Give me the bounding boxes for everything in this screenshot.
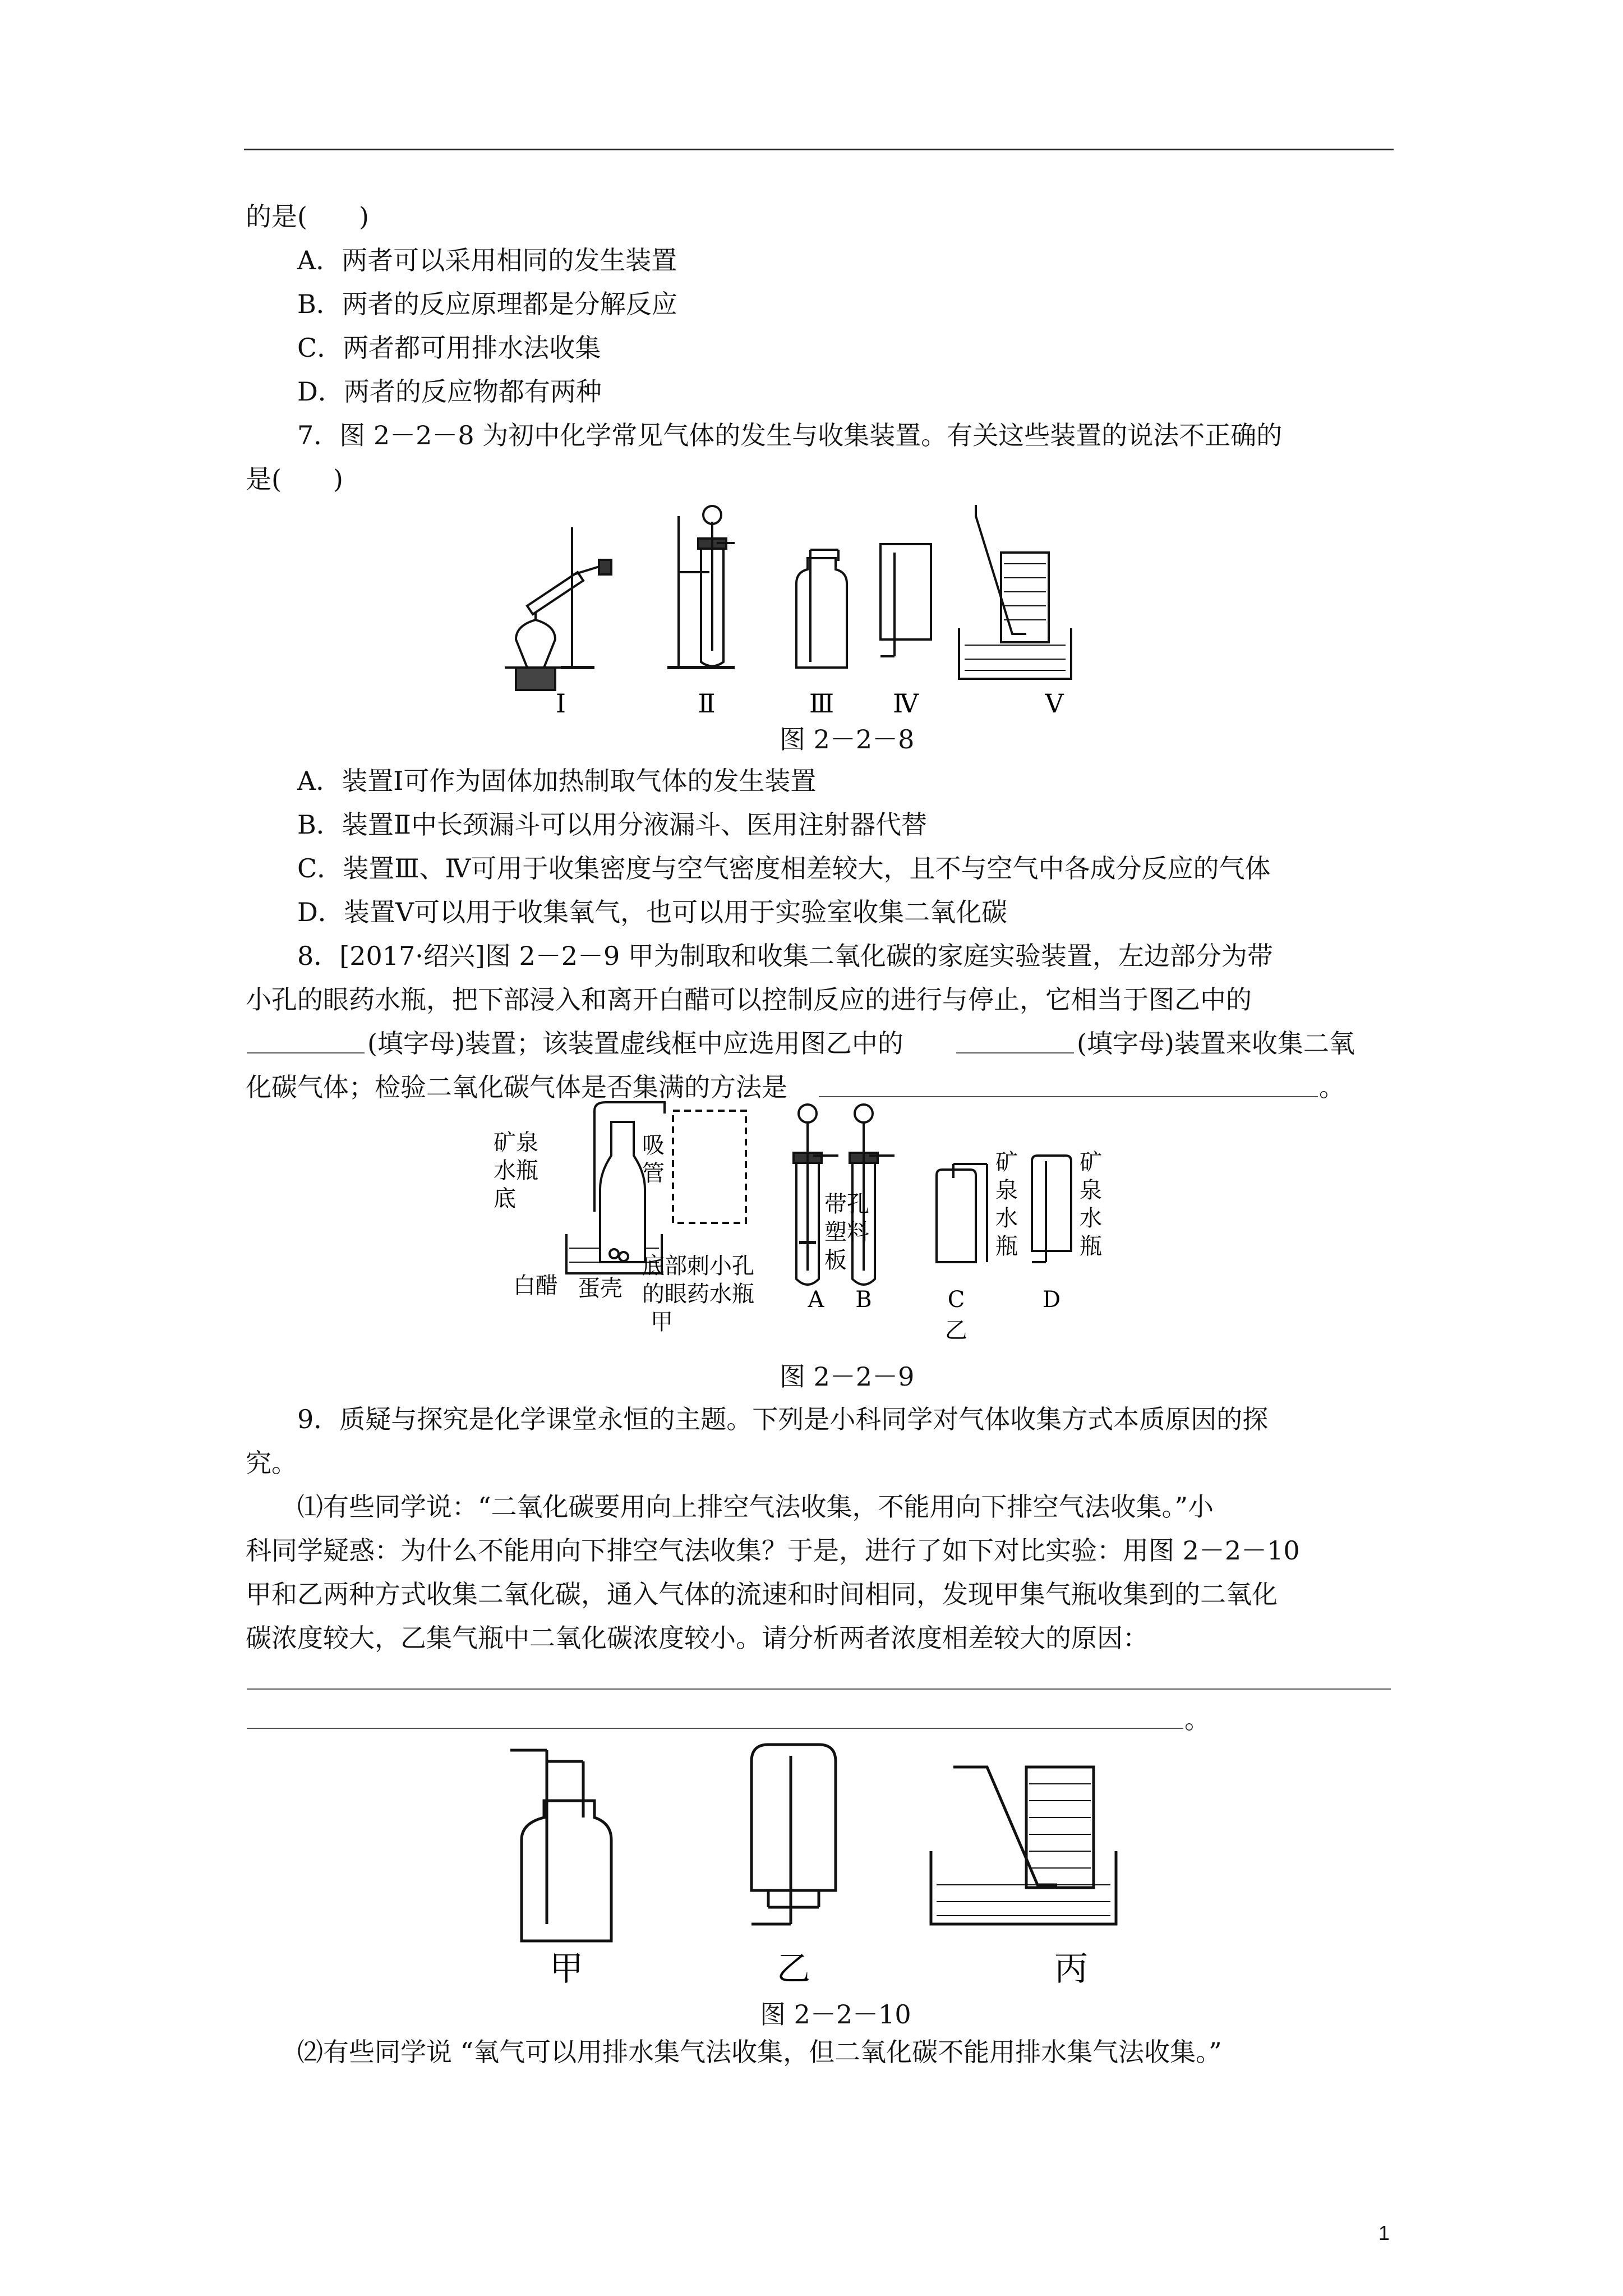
q9-stem-2: 究。 bbox=[246, 1448, 297, 1478]
fig229-label-c: C bbox=[947, 1287, 965, 1313]
fig229-jia-hole2: 的眼药水瓶 bbox=[642, 1281, 754, 1307]
q8-blank-2[interactable] bbox=[956, 1052, 1074, 1053]
q6-option-d: D．两者的反应物都有两种 bbox=[297, 376, 602, 407]
q7-option-a: A．装置Ⅰ可作为固体加热制取气体的发生装置 bbox=[297, 766, 817, 796]
fig229-yi-su: 塑料 bbox=[824, 1220, 869, 1245]
fig229-c-shui: 水 bbox=[995, 1205, 1018, 1231]
fig229-jia-shui: 水瓶 bbox=[494, 1158, 538, 1184]
q7-stem-end: 是( ) bbox=[246, 464, 343, 494]
fig229-jia-label: 甲 bbox=[651, 1309, 673, 1335]
fig2210-caption: 图 2－2－10 bbox=[760, 1999, 911, 2030]
fig229-c-kuang: 矿 bbox=[995, 1149, 1018, 1175]
fig229-jia-di: 底 bbox=[494, 1186, 516, 1212]
fig229-caption: 图 2－2－9 bbox=[780, 1361, 915, 1392]
fig229-yi-dai: 带孔 bbox=[824, 1191, 869, 1217]
figure-2-2-8 bbox=[494, 499, 1144, 724]
q8-stem-3a: (填字母)装置；该装置虚线框中应选用图乙中的 bbox=[367, 1028, 903, 1059]
q8-stem-4: 化碳气体；检验二氧化碳气体是否集满的方法是 bbox=[246, 1072, 787, 1102]
fig2210-label-yi: 乙 bbox=[777, 1949, 810, 1989]
q9-part1-1: ⑴有些同学说：“二氧化碳要用向上排空气法收集，不能用向下排空气法收集。”小 bbox=[297, 1492, 1214, 1522]
q9-part2: ⑵有些同学说 “氧气可以用排水集气法收集，但二氧化碳不能用排水集气法收集。” bbox=[297, 2037, 1222, 2067]
q6-stem-end: 的是( ) bbox=[246, 201, 369, 232]
fig229-label-d: D bbox=[1042, 1287, 1061, 1313]
q7-option-b: B．装置Ⅱ中长颈漏斗可以用分液漏斗、医用注射器代替 bbox=[297, 809, 928, 840]
q9-part1-3: 甲和乙两种方式收集二氧化碳，通入气体的流速和时间相同，发现甲集气瓶收集到的二氧化 bbox=[246, 1579, 1278, 1609]
fig229-c-ping: 瓶 bbox=[995, 1234, 1018, 1259]
q9-part1-4: 碳浓度较大，乙集气瓶中二氧化碳浓度较小。请分析两者浓度相差较大的原因： bbox=[246, 1623, 1149, 1653]
q6-option-c: C．两者都可用排水法收集 bbox=[297, 333, 601, 363]
q7-stem: 7．图 2－2－8 为初中化学常见气体的发生与收集装置。有关这些装置的说法不正确的 bbox=[297, 420, 1283, 450]
q7-option-d: D．装置Ⅴ可以用于收集氧气，也可以用于实验室收集二氧化碳 bbox=[297, 897, 1008, 927]
q9-answer-line-1[interactable] bbox=[247, 1688, 1391, 1690]
page-number: 1 bbox=[1378, 2221, 1390, 2244]
fig2210-label-jia: 甲 bbox=[550, 1949, 583, 1989]
q8-stem-4-end: 。 bbox=[1319, 1072, 1345, 1102]
q9-part1-end: 。 bbox=[1184, 1704, 1210, 1734]
fig229-jia-hole1: 底部刺小孔 bbox=[642, 1253, 754, 1279]
fig228-caption: 图 2－2－8 bbox=[780, 724, 915, 754]
fig229-d-quan: 泉 bbox=[1080, 1177, 1102, 1203]
header-rule bbox=[244, 149, 1394, 150]
fig229-label-a: A bbox=[808, 1287, 824, 1313]
q8-stem-2: 小孔的眼药水瓶，把下部浸入和离开白醋可以控制反应的进行与停止，它相当于图乙中的 bbox=[246, 984, 1252, 1015]
q7-option-c: C．装置Ⅲ、Ⅳ可用于收集密度与空气密度相差较大，且不与空气中各成分反应的气体 bbox=[297, 853, 1271, 884]
fig229-d-kuang: 矿 bbox=[1080, 1149, 1102, 1175]
q9-part1-2: 科同学疑惑：为什么不能用向下排空气法收集？于是，进行了如下对比实验：用图 2－2－10 bbox=[246, 1535, 1300, 1566]
fig229-jia-xi: 吸 bbox=[642, 1133, 665, 1158]
fig229-c-quan: 泉 bbox=[995, 1177, 1018, 1203]
q8-blank-1[interactable] bbox=[247, 1052, 365, 1053]
fig2210-label-bing: 丙 bbox=[1054, 1949, 1088, 1989]
fig228-label-5: Ⅴ bbox=[1045, 688, 1064, 719]
figure-2-2-9 bbox=[494, 1099, 1223, 1352]
fig229-jia-guan: 管 bbox=[642, 1161, 665, 1186]
fig229-label-b: B bbox=[855, 1287, 872, 1313]
q6-option-a: A．两者可以采用相同的发生装置 bbox=[297, 245, 677, 275]
q8-stem-1: 8．[2017·绍兴]图 2－2－9 甲为制取和收集二氧化碳的家庭实验装置，左边部分为带 bbox=[297, 941, 1273, 971]
fig228-label-3: Ⅲ bbox=[809, 688, 834, 719]
fig229-jia-danke: 蛋壳 bbox=[578, 1276, 623, 1301]
fig229-yi-ban: 板 bbox=[824, 1248, 847, 1273]
fig229-jia-kuang: 矿泉 bbox=[494, 1130, 538, 1156]
fig229-d-ping: 瓶 bbox=[1080, 1234, 1102, 1259]
fig229-yi-label: 乙 bbox=[945, 1318, 967, 1343]
fig228-label-1: Ⅰ bbox=[555, 688, 566, 719]
figure-2-2-10 bbox=[505, 1739, 1150, 1997]
q8-blank-3[interactable] bbox=[819, 1096, 1318, 1097]
q9-stem-1: 9．质疑与探究是化学课堂永恒的主题。下列是小科同学对气体收集方式本质原因的探 bbox=[297, 1404, 1269, 1434]
fig228-label-2: Ⅱ bbox=[698, 688, 716, 719]
fig228-label-4: Ⅳ bbox=[893, 688, 919, 719]
fig229-jia-baicu: 白醋 bbox=[513, 1273, 558, 1299]
q8-stem-3b: (填字母)装置来收集二氧 bbox=[1077, 1028, 1355, 1059]
q9-answer-line-2[interactable] bbox=[247, 1728, 1183, 1729]
q6-option-b: B．两者的反应原理都是分解反应 bbox=[297, 289, 677, 319]
fig229-d-shui: 水 bbox=[1080, 1205, 1102, 1231]
